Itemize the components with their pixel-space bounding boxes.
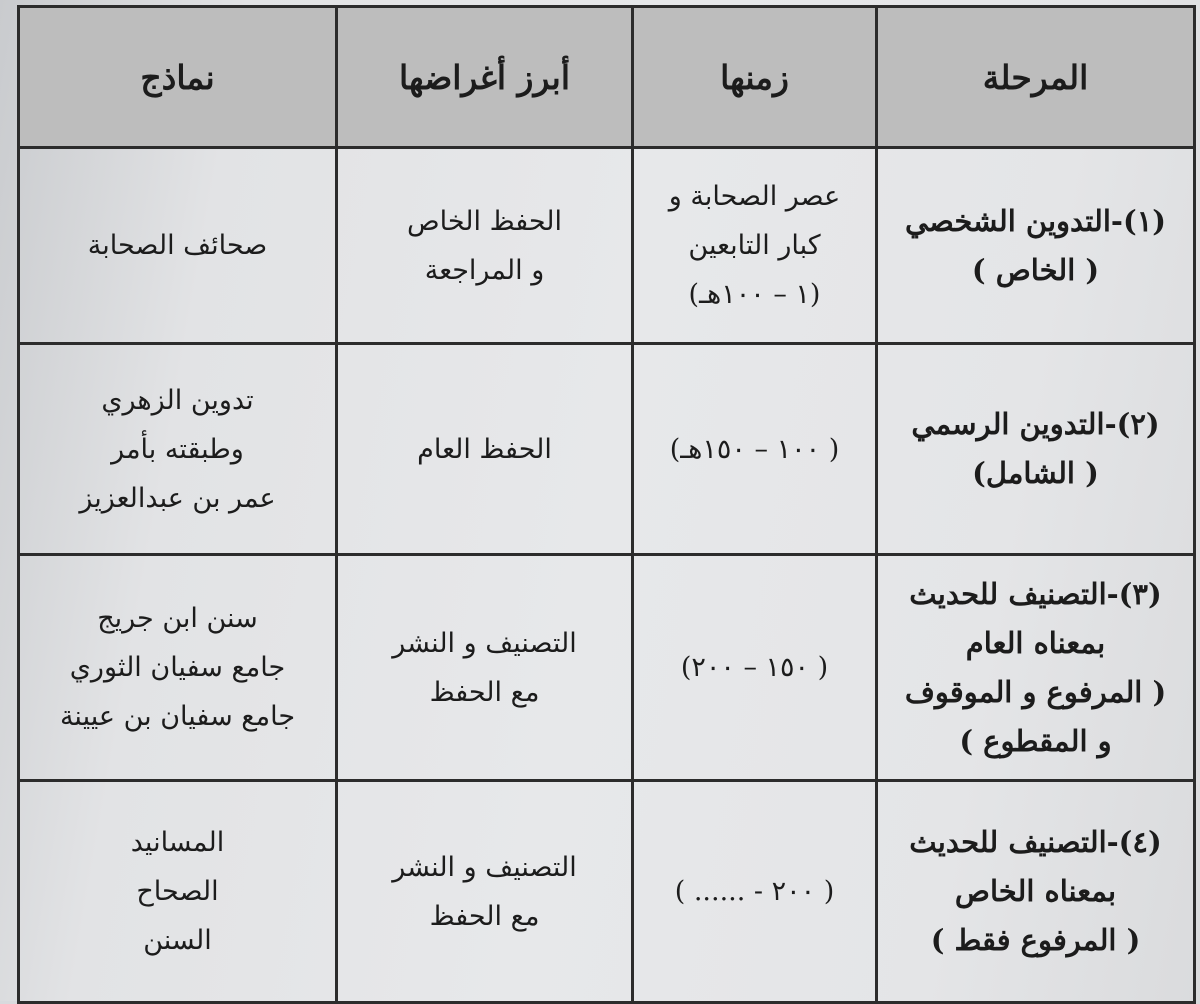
stage-line: (١)-التدوين الشخصي	[905, 203, 1166, 238]
time-cell	[633, 555, 877, 781]
example-line: سنن ابن جريج	[97, 603, 258, 634]
purpose-line: مع الحفظ	[429, 676, 540, 708]
purpose-line: مع الحفظ	[429, 900, 540, 932]
table-row	[19, 344, 1195, 555]
examples-cell	[19, 555, 337, 781]
table-row	[19, 781, 1195, 1003]
time-line: عصر الصحابة و	[668, 181, 841, 212]
example-line: جامع سفيان الثوري	[69, 652, 286, 683]
time-cell	[633, 781, 877, 1003]
time-line: ( ١٠٠ – ١٥٠هـ)	[669, 433, 840, 465]
example-line: وطبقته بأمر	[111, 433, 244, 465]
header-examples: نماذج	[19, 7, 337, 148]
purposes-cell	[337, 555, 633, 781]
stage-line: بمعناه العام	[965, 625, 1106, 660]
stage-line: ( الخاص )	[971, 252, 1100, 287]
time-cell	[633, 148, 877, 344]
purposes-cell	[337, 781, 633, 1003]
stage-cell	[877, 555, 1195, 781]
examples-cell	[19, 781, 337, 1003]
stage-line: (٢)-التدوين الرسمي	[911, 407, 1160, 441]
stage-line: ( المرفوع فقط )	[930, 923, 1141, 957]
purpose-line: التصنيف و النشر	[392, 851, 577, 883]
time-cell	[633, 344, 877, 555]
header-time: زمنها	[633, 7, 877, 148]
stage-line: و المقطوع )	[959, 723, 1112, 758]
example-line: جامع سفيان بن عيينة	[59, 701, 296, 732]
example-line: تدوين الزهري	[101, 384, 254, 416]
example-line: عمر بن عبدالعزيز	[79, 482, 276, 514]
examples-cell	[19, 148, 337, 344]
example-line: السنن	[143, 925, 212, 956]
hadith-stages-table	[17, 5, 1196, 1004]
stage-cell	[877, 344, 1195, 555]
document-page	[20, 5, 1196, 998]
example-line: الصحاح	[136, 876, 219, 907]
purposes-cell	[337, 344, 633, 555]
purpose-line: الحفظ الخاص	[406, 205, 563, 237]
stage-line: ( المرفوع و الموقوف	[904, 674, 1167, 709]
table-row	[19, 148, 1195, 344]
purpose-line: الحفظ العام	[417, 433, 552, 465]
stage-line: (٤)-التصنيف للحديث	[909, 825, 1162, 859]
purposes-cell	[337, 148, 633, 344]
stage-cell	[877, 781, 1195, 1003]
header-row	[19, 7, 1195, 148]
table-row	[19, 555, 1195, 781]
examples-cell	[19, 344, 337, 555]
time-line: ( ٢٠٠ - ...... )	[674, 876, 835, 907]
purpose-line: التصنيف و النشر	[392, 627, 577, 659]
purpose-line: و المراجعة	[424, 254, 545, 286]
header-stage: المرحلة	[877, 7, 1195, 148]
example-line: صحائف الصحابة	[87, 230, 268, 261]
time-line: (١ – ١٠٠هـ)	[688, 279, 821, 310]
stage-cell	[877, 148, 1195, 344]
example-line: المسانيد	[130, 827, 225, 858]
stage-line: (٣)-التصنيف للحديث	[909, 576, 1162, 611]
stage-line: ( الشامل)	[972, 456, 1099, 490]
header-purposes: أبرز أغراضها	[337, 7, 633, 148]
time-line: كبار التابعين	[688, 230, 821, 261]
time-line: ( ١٥٠ – ٢٠٠)	[680, 652, 829, 683]
stage-line: بمعناه الخاص	[954, 874, 1117, 908]
